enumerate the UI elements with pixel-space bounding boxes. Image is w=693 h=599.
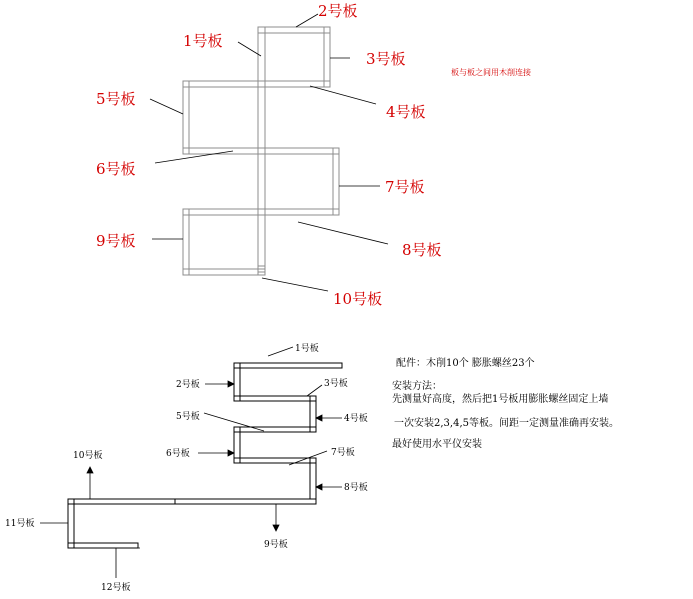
bottom-board-1 <box>234 363 342 368</box>
method-step-2: 一次安装2,3,4,5等板。间距一定测量准确再安装。 <box>394 418 619 429</box>
top-label-4: 4号板 <box>386 103 426 121</box>
top-note: 板与板之间用木削连接 <box>451 68 531 77</box>
bottom-label-2: 2号板 <box>176 380 200 390</box>
method-step-3: 最好使用水平仪安装 <box>392 439 482 450</box>
bottom-label-8: 8号板 <box>344 483 368 493</box>
bottom-labels <box>5 342 368 593</box>
bottom-label-3: 3号板 <box>324 379 348 389</box>
bottom-board-12 <box>68 543 138 548</box>
bottom-board-2 <box>234 363 240 401</box>
top-board-10 <box>183 269 265 275</box>
bottom-label-11: 11号板 <box>5 519 35 529</box>
bottom-label-10: 10号板 <box>73 451 103 461</box>
top-board-5 <box>183 81 189 154</box>
parts-note: 配件：木削10个 膨胀螺丝23个 <box>396 358 535 369</box>
bottom-board-11 <box>68 499 74 548</box>
bottom-board-8 <box>310 458 316 499</box>
bottom-board-5 <box>234 427 316 432</box>
bottom-board-7 <box>234 458 316 463</box>
top-shelf-drawing <box>183 27 339 275</box>
top-leader-lines <box>150 14 388 291</box>
top-board-9 <box>183 209 189 275</box>
top-label-9: 9号板 <box>96 232 136 250</box>
bottom-label-12: 12号板 <box>101 583 131 593</box>
top-board-6 <box>183 148 339 154</box>
top-label-6: 6号板 <box>96 160 136 178</box>
top-label-2: 2号板 <box>318 2 358 20</box>
top-board-2 <box>258 27 330 33</box>
method-step-1: 先测量好高度，然后把1号板用膨胀螺丝固定上墙 <box>392 394 609 405</box>
bottom-board-9 <box>68 499 316 504</box>
top-labels <box>96 2 531 308</box>
bottom-label-7: 7号板 <box>331 448 355 458</box>
method-title: 安装方法： <box>392 381 442 392</box>
bottom-board-3 <box>234 396 316 401</box>
top-label-7: 7号板 <box>385 178 425 196</box>
top-label-3: 3号板 <box>366 50 406 68</box>
bottom-label-5: 5号板 <box>176 412 200 422</box>
bottom-label-6: 6号板 <box>166 449 190 459</box>
top-board-4 <box>183 81 330 87</box>
top-label-5: 5号板 <box>96 90 136 108</box>
bottom-label-1: 1号板 <box>295 344 319 354</box>
bottom-label-9: 9号板 <box>264 540 288 550</box>
bottom-shelf-drawing <box>68 363 342 548</box>
top-label-8: 8号板 <box>402 241 442 259</box>
top-label-10: 10号板 <box>333 290 383 308</box>
top-board-7 <box>333 148 339 215</box>
top-board-end <box>258 266 265 275</box>
top-board-1 <box>258 27 265 272</box>
bottom-label-4: 4号板 <box>344 414 368 424</box>
top-board-3 <box>324 27 330 87</box>
top-label-1: 1号板 <box>183 32 223 50</box>
top-board-8 <box>183 209 339 215</box>
